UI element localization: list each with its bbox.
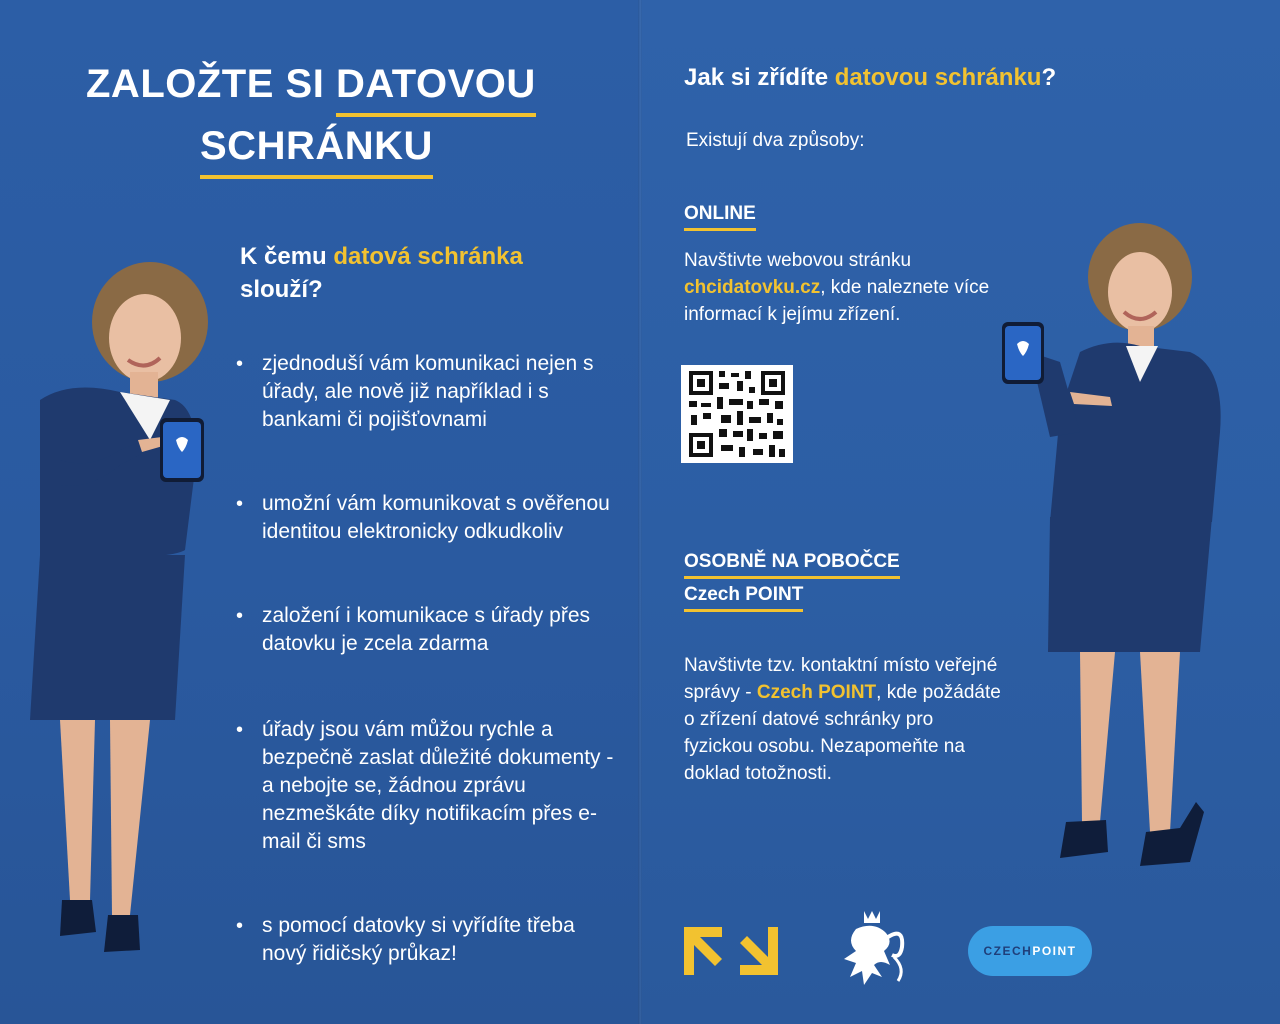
woman-with-phone-illustration bbox=[0, 260, 220, 980]
headline-underlined-2: SCHRÁNKU bbox=[200, 124, 433, 179]
online-text-before: Navštivte webovou stránku bbox=[684, 250, 912, 271]
how-suffix: ? bbox=[1041, 64, 1057, 91]
branch-text-before: Navštivte tzv. kontaktní místo veřejné správy - bbox=[684, 655, 998, 703]
headline-plain: ZALOŽTE SI bbox=[86, 62, 336, 106]
benefit-item: • s pomocí datovky si vyřídíte třeba nový řidičský průkaz! bbox=[262, 912, 622, 968]
online-description bbox=[684, 247, 1004, 328]
benefit-item: • zjednoduší vám komunikaci nejen s úřady, ale nově již například i s bankami či pojišťovnami bbox=[262, 350, 622, 434]
purpose-prefix: K čemu bbox=[240, 243, 334, 270]
page-fold bbox=[638, 0, 642, 1024]
branch-subtitle-text: Czech POINT bbox=[684, 584, 803, 612]
benefit-item: • umožní vám komunikovat s ověřenou identitou elektronicky odkudkoliv bbox=[262, 490, 622, 546]
qr-code[interactable] bbox=[681, 365, 793, 463]
ways-text: Existují dva způsoby: bbox=[686, 130, 865, 151]
headline-line-2 bbox=[200, 124, 433, 179]
benefit-item: • úřady jsou vám můžou rychle a bezpečně zaslat důležité dokumenty - a nebojte se, žádnou zprávu nezmeškáte díky notifikacím přes e-mail či sms bbox=[262, 716, 622, 856]
online-title-text: ONLINE bbox=[684, 203, 756, 231]
headline-underlined-1: DATOVOU bbox=[336, 62, 536, 117]
purpose-suffix: slouží? bbox=[240, 276, 323, 303]
ministry-arrow-logo bbox=[682, 925, 780, 977]
branch-title-text: OSOBNĚ NA POBOČCE bbox=[684, 551, 900, 579]
woman-with-phone-illustration-right bbox=[990, 222, 1230, 882]
how-highlight: datovou schránku bbox=[834, 64, 1042, 91]
czech-lion-coat-of-arms-icon bbox=[834, 907, 910, 993]
branch-section-subtitle bbox=[684, 584, 803, 612]
branch-text-after: , kde požádáte o zřízení datové schránky pro fyzickou osobu. Nezapomeňte na doklad totožnosti. bbox=[684, 682, 1001, 784]
online-section-title bbox=[684, 203, 756, 231]
purpose-highlight: datová schránka bbox=[333, 243, 523, 270]
czechpoint-logo-part1: CZECH bbox=[983, 944, 1033, 958]
purpose-heading bbox=[240, 240, 523, 306]
czechpoint-logo-part2: POINT bbox=[1032, 944, 1077, 958]
czechpoint-logo bbox=[968, 926, 1092, 976]
branch-highlight: Czech POINT bbox=[756, 682, 877, 703]
headline-line-1 bbox=[86, 62, 536, 117]
how-prefix: Jak si zřídíte bbox=[684, 64, 835, 91]
website-link[interactable]: chcidatovku.cz bbox=[684, 277, 821, 298]
benefit-item: • založení i komunikace s úřady přes datovku je zcela zdarma bbox=[262, 602, 622, 658]
online-text-after: , kde naleznete více informací k jejímu zřízení. bbox=[684, 277, 990, 325]
how-heading bbox=[684, 64, 1056, 92]
branch-section-title bbox=[684, 551, 900, 579]
branch-description bbox=[684, 652, 1004, 787]
qr-code-icon bbox=[687, 369, 787, 459]
